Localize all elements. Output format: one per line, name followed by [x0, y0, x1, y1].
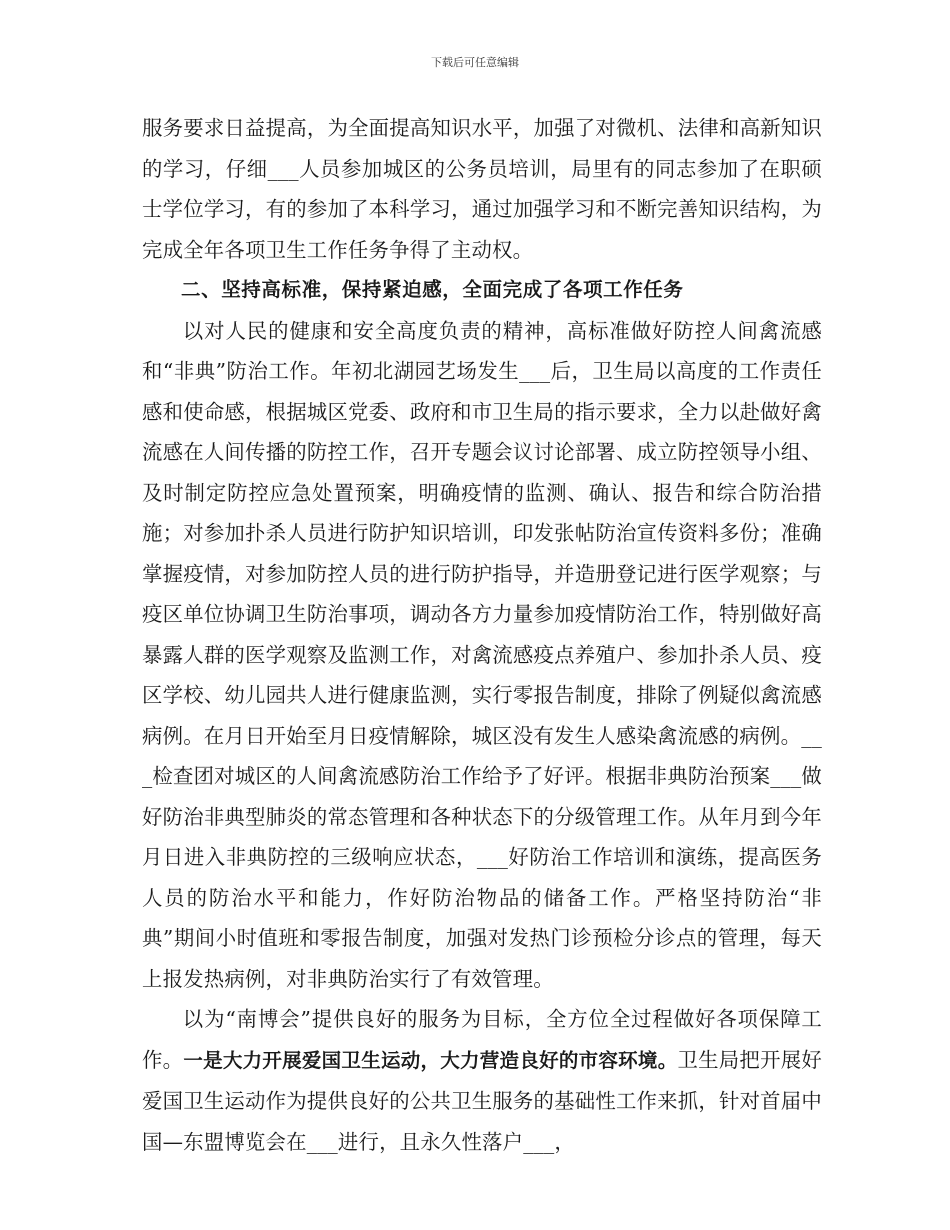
paragraph-3-intro: 以为“南博会”提供良好的服务为目标，全方位全过程做好各项保障工作。 — [142, 1007, 822, 1072]
document-body — [142, 108, 822, 1162]
paragraph-3 — [142, 999, 822, 1162]
header-note: 下载后可任意编辑 — [431, 56, 519, 69]
paragraph-3-bold-point: 一是大力开展爱国卫生运动，大力营造良好的市容环境 — [183, 1048, 658, 1072]
paragraph-2: 以对人民的健康和安全高度负责的精神，高标准做好防控人间禽流感和“非典”防治工作。年初北湖园艺场发生___后，卫生局以高度的工作责任感和使命感，根据城区党委、政府和市卫生局的指示要求，全力以赴做好禽流感在人间传播的防控工作，召开专题会议讨论部署、成立防控领导小组、及时制定防控应急处置预案，明确疫情的监测、确认、报告和综合防治措施；对参加扑杀人员进行防护知识培训，印发张帖防治宣传资料多份；准确掌握疫情，对参加防控人员的进行防护指导，并造册登记进行医学观察；与疫区单位协调卫生防治事项，调动各方力量参加疫情防治工作，特别做好高暴露人群的医学观察及监测工作，对禽流感疫点养殖户、参加扑杀人员、疫区学校、幼儿园共人进行健康监测，实行零报告制度，排除了例疑似禽流感病例。在月日开始至月日疫情解除，城区没有发生人感染禽流感的病例。___检查团对城区的人间禽流感防治工作给予了好评。根据非典防治预案___做好防治非典型肺炎的常态管理和各种状态下的分级管理工作。从年月到今年月日进入非典防控的三级响应状态，___好防治工作培训和演练，提高医务人员的防治水平和能力，作好防治物品的储备工作。严格坚持防治“非典”期间小时值班和零报告制度，加强对发热门诊预检分诊点的管理，每天上报发热病例，对非典防治实行了有效管理。 — [142, 318, 822, 991]
paragraph-3-rest: 卫生局把开展好爱国卫生运动作为提供良好的公共卫生服务的基础性工作来抓，针对首届中国—东盟博览会在___进行，且永久性落户___， — [142, 1047, 822, 1154]
section-heading-2: 二、坚持高标准，保持紧迫感，全面完成了各项工作任务 — [181, 278, 684, 301]
paragraph-1: 服务要求日益提高，为全面提高知识水平，加强了对微机、法律和高新知识的学习，仔细___人员参加城区的公务员培训，局里有的同志参加了在职硕士学位学习，有的参加了本科学习，通过加强学习和不断完善知识结构，为完成全年各项卫生工作任务争得了主动权。 — [142, 116, 822, 262]
paragraph-3-bold-end: 。 — [657, 1048, 678, 1072]
